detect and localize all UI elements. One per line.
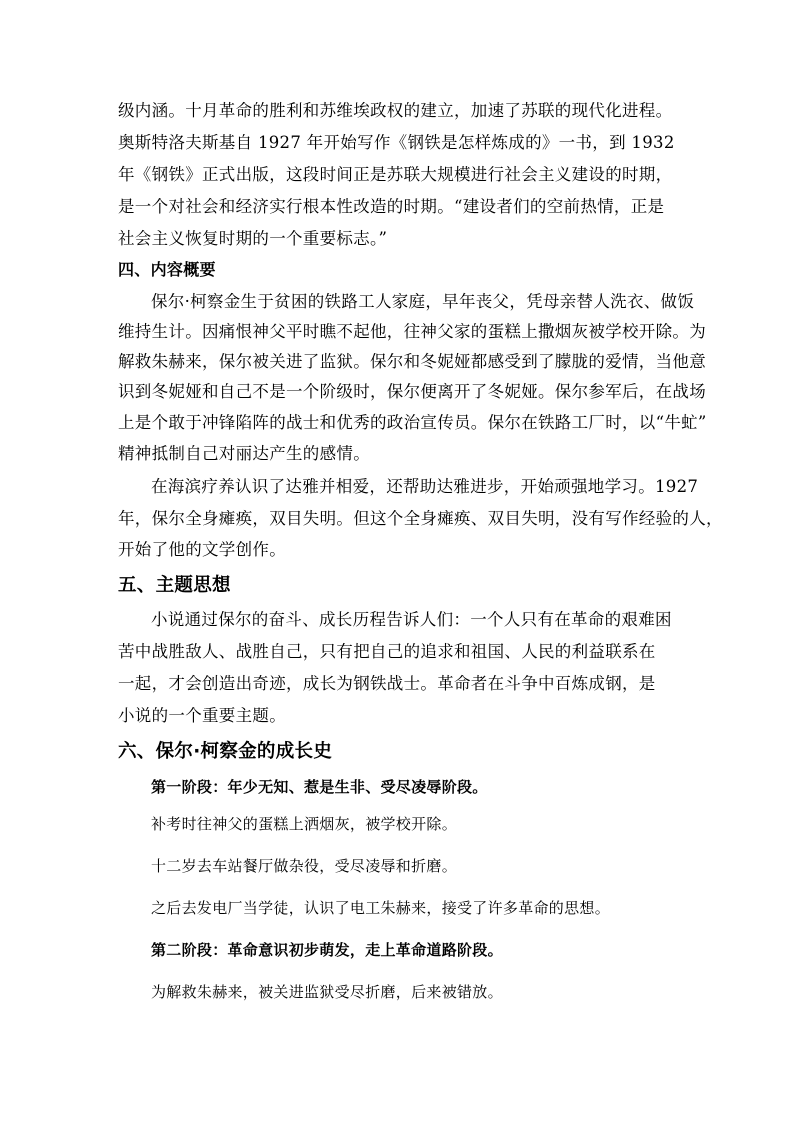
theme-line: 小说通过保尔的奋斗、成长历程告诉人们：一个人只有在革命的艰难困 bbox=[151, 610, 672, 629]
summary-line: 精神抵制自己对丽达产生的感情。 bbox=[118, 444, 370, 463]
background-line: 社会主义恢复时期的一个重要标志。” bbox=[118, 229, 388, 248]
background-line: 级内涵。十月革命的胜利和苏维埃政权的建立，加速了苏联的现代化进程。 bbox=[118, 101, 673, 120]
background-line: 是一个对社会和经济实行根本性改造的时期。“建设者们的空前热情，正是 bbox=[118, 197, 665, 216]
stage-title: 第二阶段：革命意识初步萌发，走上革命道路阶段。 bbox=[151, 941, 503, 959]
section-heading-theme: 五、主题思想 bbox=[118, 575, 231, 596]
background-line: 年《钢铁》正式出版，这段时间正是苏联大规模进行社会主义建设的时期， bbox=[118, 165, 673, 184]
summary-line: 开始了他的文学创作。 bbox=[118, 540, 286, 559]
section-heading-summary: 四、内容概要 bbox=[118, 260, 216, 279]
summary-line: 解救朱赫来，保尔被关进了监狱。保尔和冬妮娅都感受到了朦胧的爱情，当他意 bbox=[118, 352, 706, 371]
summary-line: 在海滨疗养认识了达雅并相爱，还帮助达雅进步，开始顽强地学习。1927 bbox=[151, 477, 699, 496]
stage-item: 为解救朱赫来，被关进监狱受尽折磨，后来被错放。 bbox=[151, 983, 503, 1001]
theme-line: 一起，才会创造出奇迹，成长为钢铁战士。革命者在斗争中百炼成钢，是 bbox=[118, 674, 656, 693]
section-heading-growth: 六、保尔·柯察金的成长史 bbox=[118, 741, 333, 762]
background-line: 奥斯特洛夫斯基自 1927 年开始写作《钢铁是怎样炼成的》一书，到 1932 bbox=[118, 133, 675, 152]
summary-line: 年，保尔全身瘫痪，双目失明。但这个全身瘫痪、双目失明，没有写作经验的人， bbox=[118, 509, 723, 528]
stage-title: 第一阶段：年少无知、惹是生非、受尽凌辱阶段。 bbox=[151, 778, 488, 796]
stage-item: 之后去发电厂当学徒，认识了电工朱赫来，接受了许多革命的思想。 bbox=[151, 899, 611, 917]
summary-line: 识到冬妮娅和自己不是一个阶级时，保尔便离开了冬妮娅。保尔参军后，在战场 bbox=[118, 382, 706, 401]
theme-line: 苦中战胜敌人、战胜自己，只有把自己的追求和祖国、人民的利益联系在 bbox=[118, 642, 656, 661]
stage-item: 十二岁去车站餐厅做杂役，受尽凌辱和折磨。 bbox=[151, 857, 458, 875]
summary-line: 保尔·柯察金生于贫困的铁路工人家庭，早年丧父，凭母亲替人洗衣、做饭 bbox=[151, 292, 695, 311]
theme-line: 小说的一个重要主题。 bbox=[118, 706, 286, 725]
stage-item: 补考时往神父的蛋糕上洒烟灰，被学校开除。 bbox=[151, 815, 458, 833]
summary-line: 上是个敢于冲锋陷阵的战士和优秀的政治宣传员。保尔在铁路工厂时，以“牛虻” bbox=[118, 413, 707, 432]
summary-line: 维持生计。因痛恨神父平时瞧不起他，往神父家的蛋糕上撒烟灰被学校开除。为 bbox=[118, 322, 706, 341]
